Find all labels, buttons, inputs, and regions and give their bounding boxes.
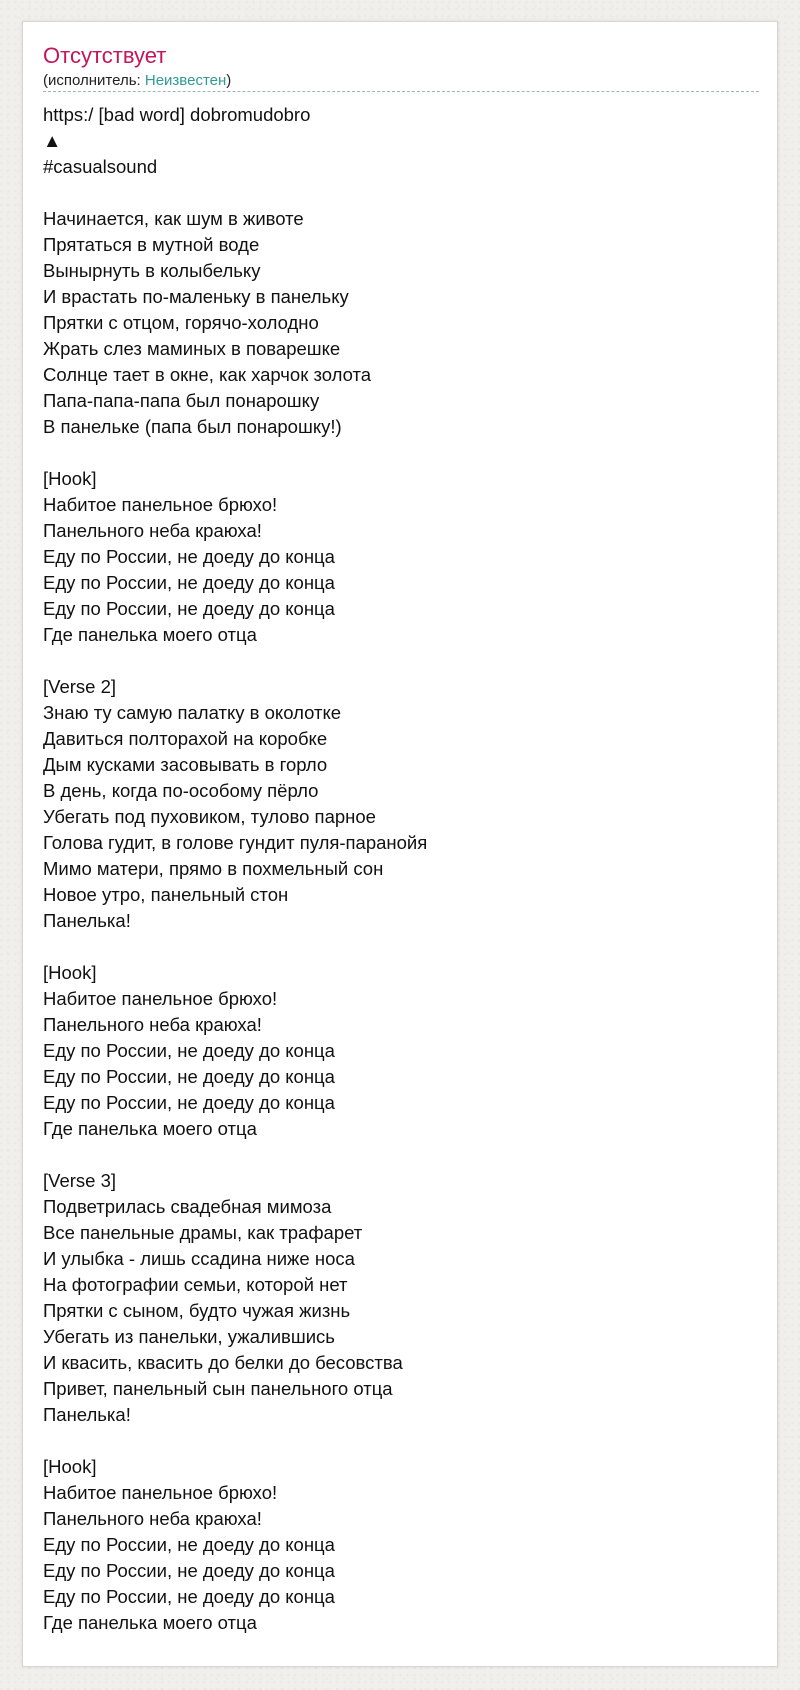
lyric-line: В панельке (папа был понарошку!)	[43, 416, 342, 437]
lyric-line: Панельного неба краюха!	[43, 1508, 262, 1529]
lyric-line: И квасить, квасить до белки до бесовства	[43, 1352, 403, 1373]
lyric-line: Набитое панельное брюхо!	[43, 494, 278, 515]
lyric-blank-line	[43, 934, 757, 960]
lyric-blank-line	[43, 1142, 757, 1168]
artist-suffix: )	[226, 72, 232, 89]
lyrics-text	[43, 102, 757, 1636]
lyric-blank-line	[43, 440, 757, 466]
lyric-blank-line	[43, 648, 757, 674]
lyric-line: Знаю ту самую палатку в околотке	[43, 702, 342, 723]
lyric-line: Прятки с сыном, будто чужая жизнь	[43, 1300, 351, 1321]
lyric-line: Новое утро, панельный стон	[43, 884, 289, 905]
lyric-line: Убегать под пуховиком, тулово парное	[43, 806, 376, 827]
lyric-line: [Hook]	[43, 468, 97, 489]
lyric-line: ▲	[43, 130, 62, 151]
lyric-line: Еду по России, не доеду до конца	[43, 598, 335, 619]
lyric-line: На фотографии семьи, которой нет	[43, 1274, 348, 1295]
lyric-line: Панельного неба краюха!	[43, 1014, 262, 1035]
lyric-line: Еду по России, не доеду до конца	[43, 1586, 335, 1607]
lyric-line: Мимо матери, прямо в похмельный сон	[43, 858, 384, 879]
lyric-line: Еду по России, не доеду до конца	[43, 572, 335, 593]
lyric-line: Панелька!	[43, 1404, 131, 1425]
lyric-blank-line	[43, 180, 757, 206]
lyric-line: Панелька!	[43, 910, 131, 931]
artist-prefix: (исполнитель:	[43, 72, 145, 89]
title-divider	[43, 91, 759, 92]
lyric-line: [Hook]	[43, 1456, 97, 1477]
lyric-line: [Verse 3]	[43, 1170, 117, 1191]
lyric-line: Убегать из панельки, ужалившись	[43, 1326, 335, 1347]
lyric-line: Вынырнуть в колыбельку	[43, 260, 261, 281]
lyric-line: Еду по России, не доеду до конца	[43, 546, 335, 567]
lyric-line: https:/ [bad word] dobromudobro	[43, 104, 311, 125]
lyric-line: Прятаться в мутной воде	[43, 234, 260, 255]
lyric-line: Где панелька моего отца	[43, 1612, 257, 1633]
lyric-line: В день, когда по-особому пёрло	[43, 780, 319, 801]
lyric-line: Привет, панельный сын панельного отца	[43, 1378, 393, 1399]
lyrics-card	[22, 21, 778, 1667]
lyric-line: Дым кусками засовывать в горло	[43, 754, 328, 775]
lyric-line: Подветрилась свадебная мимоза	[43, 1196, 332, 1217]
lyric-line: Все панельные драмы, как трафарет	[43, 1222, 363, 1243]
artist-line	[43, 72, 757, 90]
lyric-line: Давиться полторахой на коробке	[43, 728, 328, 749]
lyric-line: Еду по России, не доеду до конца	[43, 1092, 335, 1113]
lyric-line: И улыбка - лишь ссадина ниже носа	[43, 1248, 355, 1269]
lyric-line: [Verse 2]	[43, 676, 117, 697]
lyric-line: Панельного неба краюха!	[43, 520, 262, 541]
lyric-line: Прятки с отцом, горячо-холодно	[43, 312, 319, 333]
lyric-line: Набитое панельное брюхо!	[43, 988, 278, 1009]
lyric-line: Начинается, как шум в животе	[43, 208, 304, 229]
lyric-line: Еду по России, не доеду до конца	[43, 1560, 335, 1581]
lyric-line: Еду по России, не доеду до конца	[43, 1066, 335, 1087]
song-title: Отсутствует	[43, 43, 167, 68]
lyric-line: Еду по России, не доеду до конца	[43, 1534, 335, 1555]
artist-link[interactable]: Неизвестен	[144, 72, 227, 89]
lyric-line: Жрать слез маминых в поварешке	[43, 338, 341, 359]
lyric-line: Еду по России, не доеду до конца	[43, 1040, 335, 1061]
lyric-line: И врастать по-маленьку в панельку	[43, 286, 349, 307]
lyric-line: [Hook]	[43, 962, 97, 983]
lyric-line: Набитое панельное брюхо!	[43, 1482, 278, 1503]
lyric-line: Где панелька моего отца	[43, 1118, 257, 1139]
lyric-line: #casualsound	[43, 156, 158, 177]
lyric-line: Где панелька моего отца	[43, 624, 257, 645]
lyric-line: Голова гудит, в голове гундит пуля-паранойя	[43, 832, 428, 853]
lyric-blank-line	[43, 1428, 757, 1454]
lyric-line: Папа-папа-папа был понарошку	[43, 390, 320, 411]
lyric-line: Солнце тает в окне, как харчок золота	[43, 364, 372, 385]
